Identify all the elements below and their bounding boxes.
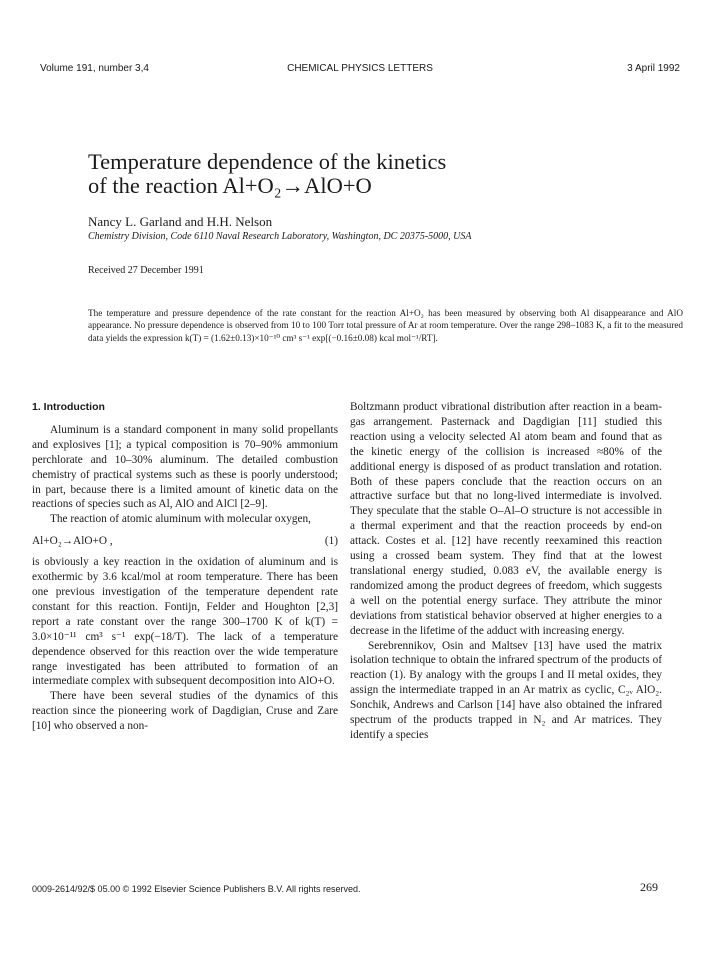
equation-1	[32, 534, 338, 549]
title-line-1: Temperature dependence of the kinetics	[88, 149, 447, 174]
article-title	[88, 150, 446, 198]
left-column	[32, 400, 338, 734]
copyright-line: 0009-2614/92/$ 05.00 © 1992 Elsevier Science Publishers B.V. All rights reserved.	[32, 884, 361, 894]
received-date: Received 27 December 1991	[88, 265, 204, 276]
header-volume: Volume 191, number 3,4	[40, 63, 149, 74]
page-number: 269	[640, 880, 658, 894]
title-line-2: of the reaction Al+O₂→AlO+O	[88, 173, 372, 198]
paragraph: Serebrennikov, Osin and Maltsev [13] have used the matrix isolation technique to obtain the infrared spectrum of the products of reaction (1). By analogy with the groups I and II metal oxides, they assign the intermediate trapped in an Ar matrix as cyclic, C₂ᵥ AlO₂. Sonchik, Andrews and Carlson [14] have also obtained the infrared spectrum of the products trapped in N₂ and Ar matrices. They identify a species	[350, 639, 662, 741]
right-column	[350, 400, 662, 743]
paragraph: The reaction of atomic aluminum with molecular oxygen,	[50, 513, 312, 526]
paragraph: is obviously a key reaction in the oxidation of aluminum and is exothermic by 3.6 kcal/mol at room temperature. There has been one previous investigation of the temperature dependent rate constant for this reaction. Fontijn, Felder and Houghton [2,3] report a rate constant over the range 300–1700 K of k(T) = 3.0×10⁻¹¹ cm³ s⁻¹ exp(−18/T). The lack of a temperature dependence observed for this reaction over the wide temperature range investigated has been attributed to formation of an intermediate complex with subsequent decomposition into AlO+O.	[32, 556, 338, 688]
header-date: 3 April 1992	[627, 63, 680, 74]
abstract: The temperature and pressure dependence of the rate constant for the reaction Al+O₂ has been measured by observing both Al disappearance and AlO appearance. No pressure dependence is observed from 10 to 100 Torr total pressure of Ar at room temperature. Over the range 298–1083 K, a fit to the measured data yields the expression k(T) = (1.62±0.13)×10⁻¹⁰ cm³ s⁻¹ exp[(−0.16±0.08) kcal mol⁻¹/RT].	[88, 308, 683, 343]
header-journal: CHEMICAL PHYSICS LETTERS	[287, 63, 433, 74]
equation-text: Al+O₂→AlO+O ,	[32, 535, 113, 548]
authors: Nancy L. Garland and H.H. Nelson	[88, 214, 273, 229]
section-heading: 1. Introduction	[32, 401, 105, 413]
paragraph: There have been several studies of the dynamics of this reaction since the pioneering work of Dagdigian, Cruse and Zare [10] who observed a non-	[32, 690, 338, 733]
paragraph: Aluminum is a standard component in many solid propellants and explosives [1]; a typical composition is 70–90% ammonium perchlorate and 10–30% aluminum. The detailed combustion chemistry of practical systems such as these is poorly understood; in part, because there is a limited amount of kinetic data on the reactions of species such as Al, AlO and AlCl [2–9].	[32, 423, 338, 511]
affiliation: Chemistry Division, Code 6110 Naval Research Laboratory, Washington, DC 20375-5000, USA	[88, 231, 472, 242]
equation-number: (1)	[324, 535, 338, 548]
paragraph: Boltzmann product vibrational distribution after reaction in a beam-gas arrangement. Pasternack and Dagdigian [11] studied this reaction using a velocity selected Al atom beam and found that as the kinetic energy of the collision is increased ≈80% of the additional energy is disposed of as product translation and rotation. Both of these papers conclude that the reaction occurs on an attractive surface but that no long-lived intermediate is involved. They speculate that the stable O–Al–O structure is not accessible in a thermal experiment and that the reaction proceeds by end-on attack. Costes et al. [12] have recently reexamined this reaction using a crossed beam system. They find that at the lowest translational energy studied, 0.083 eV, the available energy is randomized among the product degrees of freedom, which suggests a well on the potential energy surface. They attribute the minor deviations from statistical behavior observed at higher energies to a decrease in the lifetime of the adduct with increasing energy.	[350, 401, 662, 637]
